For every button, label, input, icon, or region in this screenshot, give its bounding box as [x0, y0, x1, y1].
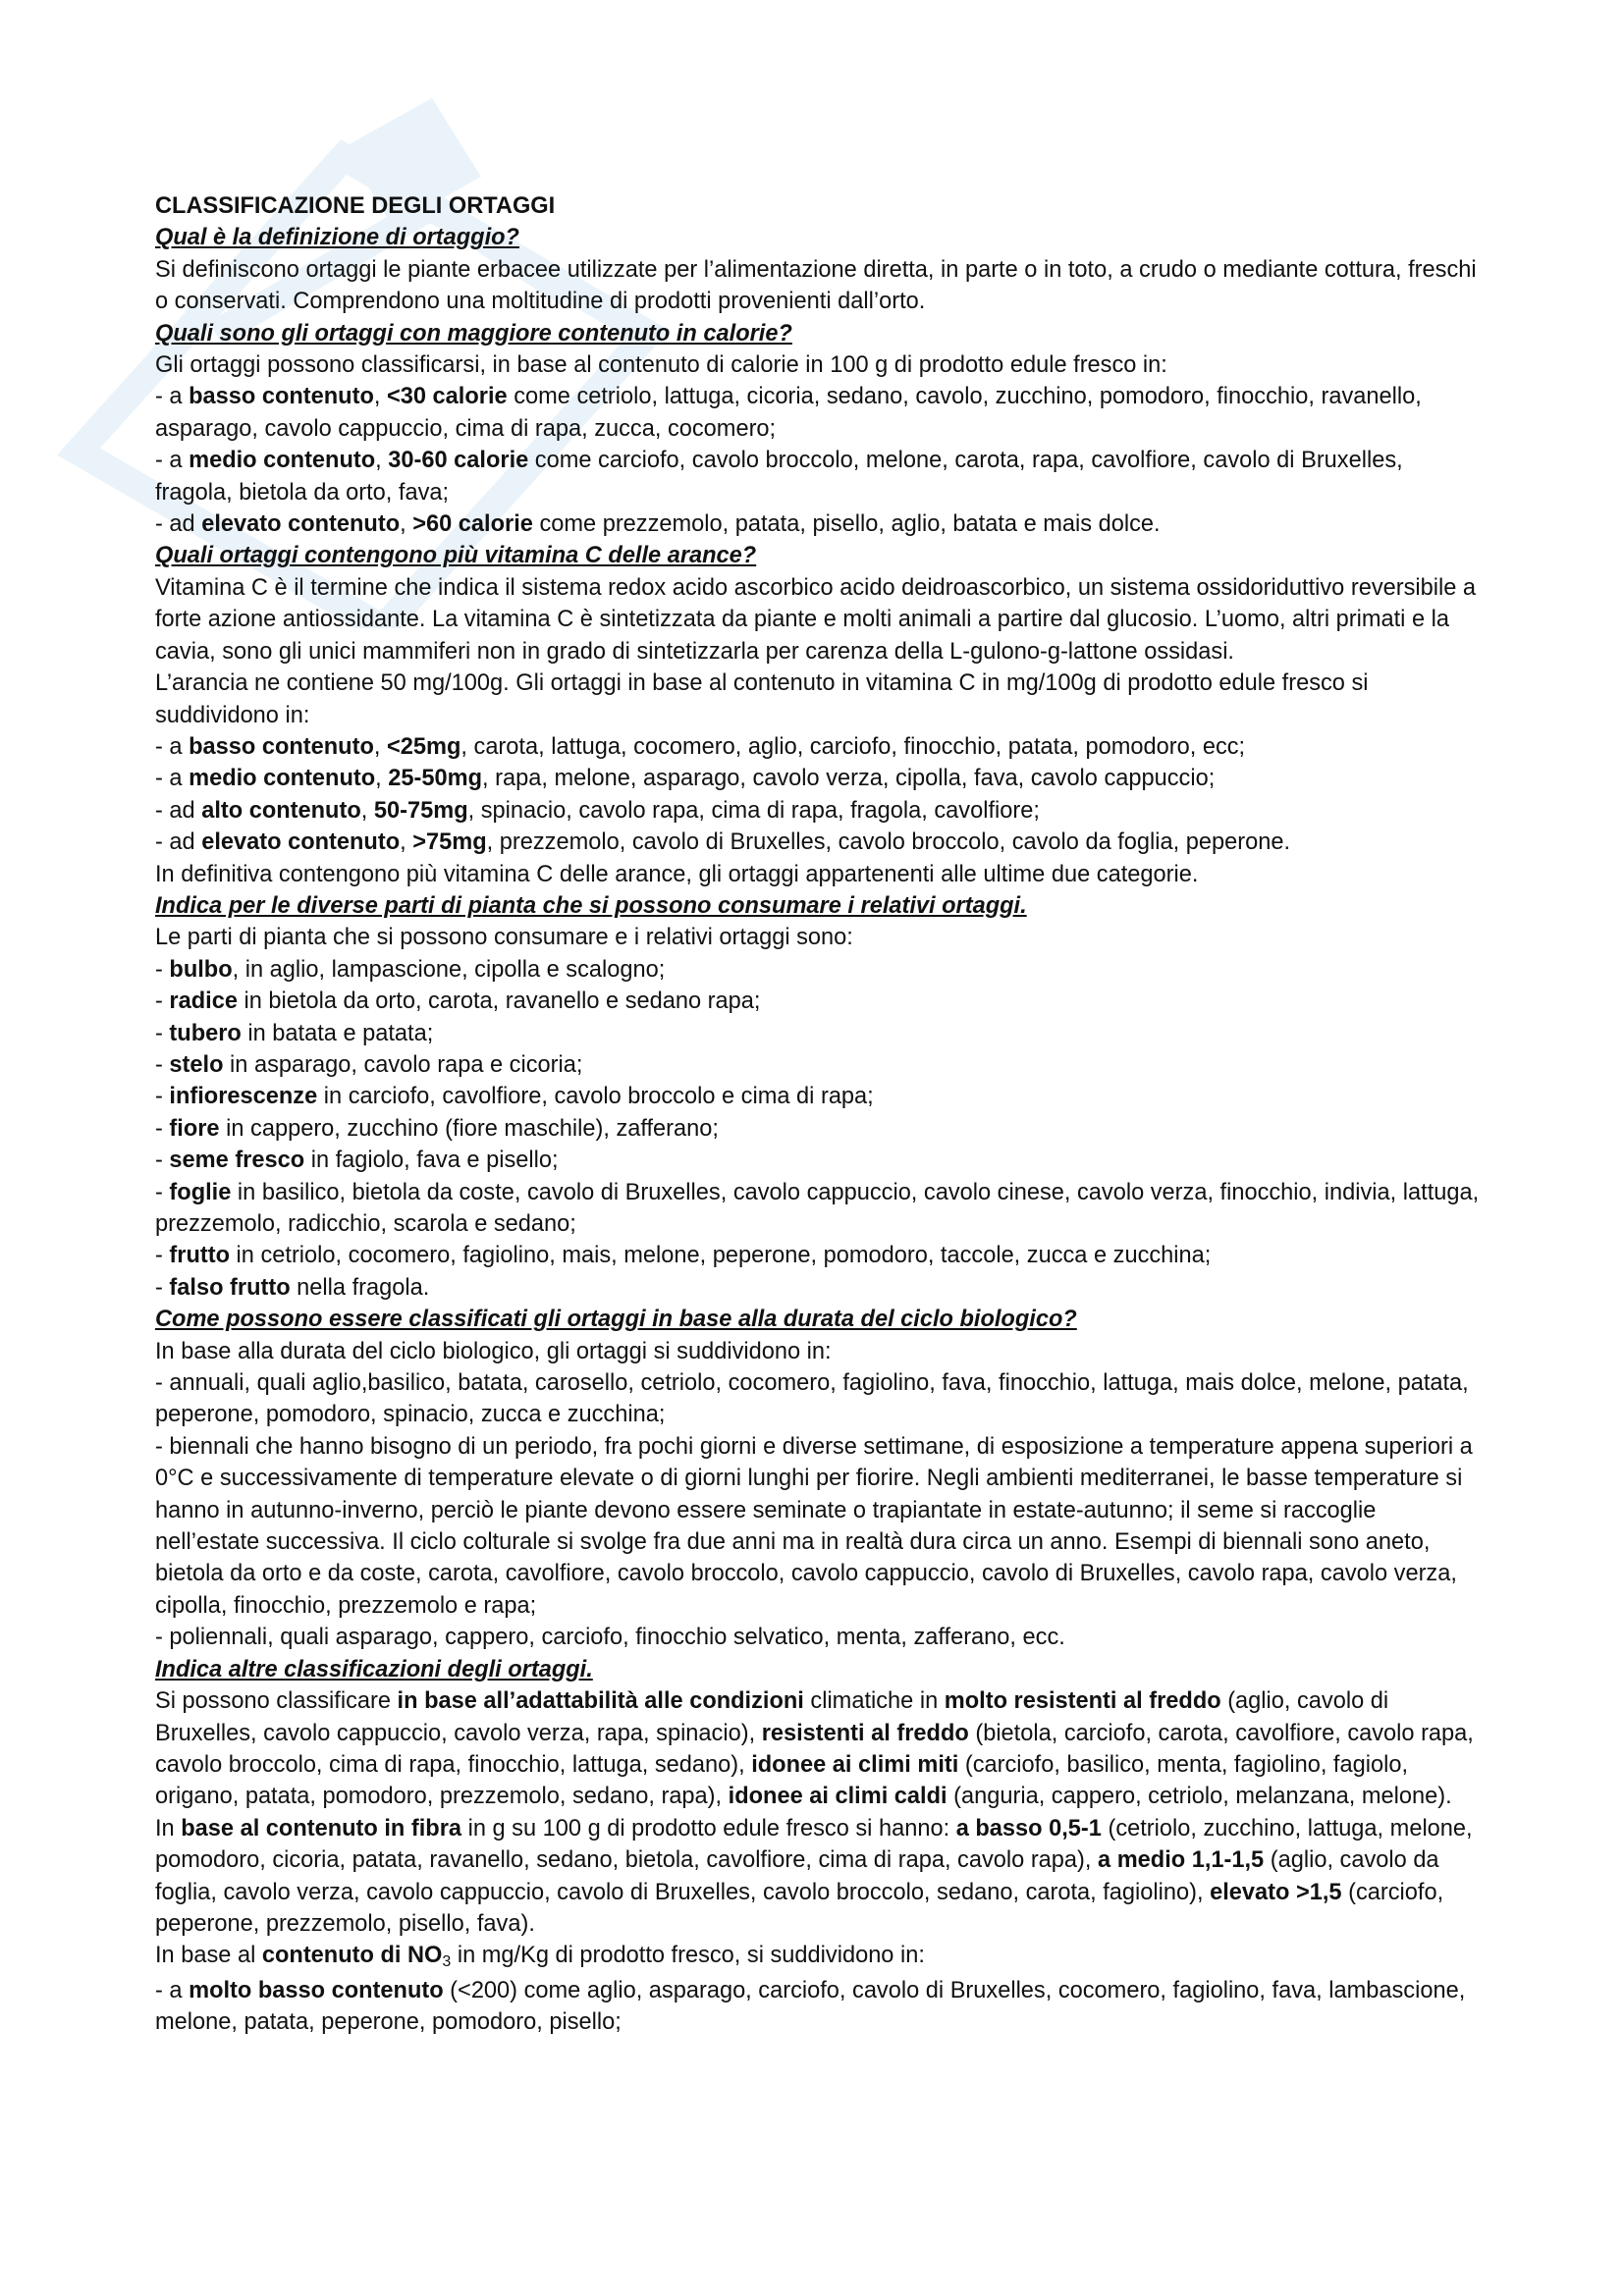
list-item-radice: - radice in bietola da orto, carota, ravanello e sedano rapa;: [155, 988, 761, 1015]
list-item-bulbo: - bulbo, in aglio, lampascione, cipolla e scalogno;: [155, 956, 666, 983]
list-item-vitc-low: - a basso contenuto, <25mg, carota, lattuga, cocomero, aglio, carciofo, finocchio, patata, pomodoro, ecc;: [155, 733, 1246, 760]
list-item-falso-frutto: - falso frutto nella fragola.: [155, 1274, 430, 1301]
list-item-calories-high: - ad elevato contenuto, >60 calorie come prezzemolo, patata, pisello, aglio, batata e mais dolce.: [155, 511, 1161, 538]
paragraph-nitrate-classification: In base al contenuto di NO3 in mg/Kg di prodotto fresco, si suddividono in:: [155, 1943, 925, 1971]
document-title: CLASSIFICAZIONE DEGLI ORTAGGI: [155, 193, 556, 219]
list-item-poliennali: - poliennali, quali asparago, cappero, carciofo, finocchio selvatico, menta, zafferano, ecc.: [155, 1625, 1065, 1651]
question-other-classifications: Indica altre classificazioni degli ortaggi.: [155, 1656, 593, 1682]
list-item-biennali: - biennali che hanno bisogno di un periodo, fra pochi giorni e diverse settimane, di esposizione a temperature appena superiori a 0°C e successivamente di temperature elevate o di giorni lunghi per fiorire. Negli ambienti mediterranei, le basse temperature si hanno in autunno-inverno, perciò le piante devono essere seminate o trapiantate in estate-autunno; il seme si raccoglie nell’estate successiva. Il ciclo colturale si svolge fra due anni ma in realtà dura circa un anno. Esempi di biennali sono aneto, bietola da orto e da coste, carota, cavolfiore, cavolo broccolo, cavolo cappuccio, cavolo di Bruxelles, cavolo rapa, cavolo verza, cipolla, finocchio, prezzemolo e rapa;: [155, 1433, 1473, 1619]
question-plant-parts: Indica per le diverse parti di pianta che si possono consumare i relativi ortaggi.: [155, 892, 1027, 919]
question-calories: Quali sono gli ortaggi con maggiore contenuto in calorie?: [155, 320, 792, 347]
list-item-calories-low: - a basso contenuto, <30 calorie come cetriolo, lattuga, cicoria, sedano, cavolo, zucchino, pomodoro, finocchio, ravanello, asparago, cavolo cappuccio, cima di rapa, zucca, cocomero;: [155, 384, 1422, 442]
paragraph-vitamin-c-2: L’arancia ne contiene 50 mg/100g. Gli ortaggi in base al contenuto in vitamina C in mg/100g di prodotto edule fresco si suddividono in:: [155, 670, 1369, 728]
paragraph-vitamin-c-conclusion: In definitiva contengono più vitamina C delle arance, gli ortaggi appartenenti alle ultime due categorie.: [155, 861, 1199, 887]
paragraph-climate-classification: Si possono classificare in base all’adattabilità alle condizioni climatiche in molto resistenti al freddo (aglio, cavolo di Bruxelles, cavolo cappuccio, cavolo verza, rapa, spinacio), resistenti al freddo (bietola, carciofo, carota, cavolfiore, cavolo rapa, cavolo broccolo, cima di rapa, finocchio, lattuga, sedano), idonee ai climi miti (carciofo, basilico, menta, fagiolino, fagiolo, origano, patata, pomodoro, prezzemolo, sedano, rapa), idonee ai climi caldi (anguria, cappero, cetriolo, melanzana, melone).: [155, 1688, 1474, 1810]
paragraph-cycle-intro: In base alla durata del ciclo biologico, gli ortaggi si suddividono in:: [155, 1338, 832, 1364]
list-item-vitc-high: - ad alto contenuto, 50-75mg, spinacio, cavolo rapa, cima di rapa, fragola, cavolfiore;: [155, 797, 1040, 824]
list-item-tubero: - tubero in batata e patata;: [155, 1020, 434, 1046]
question-definition: Qual è la definizione di ortaggio?: [155, 225, 519, 251]
list-item-stelo: - stelo in asparago, cavolo rapa e cicoria;: [155, 1051, 583, 1078]
document-body: [155, 190, 1481, 2039]
list-item-annuali: - annuali, quali aglio,basilico, batata, carosello, cetriolo, cocomero, fagiolino, fava, finocchio, lattuga, mais dolce, melone, patata, peperone, pomodoro, spinacio, zucca e zucchina;: [155, 1370, 1469, 1428]
list-item-frutto: - frutto in cetriolo, cocomero, fagiolino, mais, melone, peperone, pomodoro, taccole, zucca e zucchina;: [155, 1243, 1212, 1269]
paragraph-fiber-classification: In base al contenuto in fibra in g su 100 g di prodotto edule fresco si hanno: a basso 0,5-1 (cetriolo, zucchino, lattuga, melone, pomodoro, cicoria, patata, ravanello, sedano, bietola, cavolfiore, cima di rapa, cavolo rapa), a medio 1,1-1,5 (aglio, cavolo da foglia, cavolo verza, cavolo cappuccio, cavolo di Bruxelles, cavolo broccolo, sedano, carota, fagiolino), elevato >1,5 (carciofo, peperone, prezzemolo, pisello, fava).: [155, 1815, 1473, 1937]
list-item-foglie: - foglie in basilico, bietola da coste, cavolo di Bruxelles, cavolo cappuccio, cavolo cinese, cavolo verza, finocchio, indivia, lattuga, prezzemolo, radicchio, scarola e sedano;: [155, 1179, 1480, 1237]
list-item-infiorescenze: - infiorescenze in carciofo, cavolfiore, cavolo broccolo e cima di rapa;: [155, 1084, 874, 1110]
list-item-nitrate-very-low: - a molto basso contenuto (<200) come aglio, asparago, carciofo, cavolo di Bruxelles, cocomero, fagiolino, fava, lambascione, melone, patata, peperone, pomodoro, pisello;: [155, 1977, 1466, 2036]
paragraph-definition: Si definiscono ortaggi le piante erbacee utilizzate per l’alimentazione diretta, in parte o in toto, a crudo o mediante cottura, freschi o conservati. Comprendono una moltitudine di prodotti provenienti dall’orto.: [155, 256, 1477, 315]
list-item-seme-fresco: - seme fresco in fagiolo, fava e pisello;: [155, 1148, 559, 1174]
question-biological-cycle: Come possono essere classificati gli ortaggi in base alla durata del ciclo biologico?: [155, 1307, 1077, 1333]
list-item-vitc-very-high: - ad elevato contenuto, >75mg, prezzemolo, cavolo di Bruxelles, cavolo broccolo, cavolo da foglia, peperone.: [155, 829, 1291, 856]
list-item-vitc-medium: - a medio contenuto, 25-50mg, rapa, melone, asparago, cavolo verza, cipolla, fava, cavolo cappuccio;: [155, 766, 1216, 792]
question-vitamin-c: Quali ortaggi contengono più vitamina C delle arance?: [155, 543, 757, 569]
paragraph-calories-intro: Gli ortaggi possono classificarsi, in base al contenuto di calorie in 100 g di prodotto edule fresco in:: [155, 352, 1167, 379]
list-item-calories-medium: - a medio contenuto, 30-60 calorie come carciofo, cavolo broccolo, melone, carota, rapa, cavolfiore, cavolo di Bruxelles, fragola, bietola da orto, fava;: [155, 448, 1403, 506]
list-item-fiore: - fiore in cappero, zucchino (fiore maschile), zafferano;: [155, 1115, 719, 1142]
paragraph-vitamin-c-1: Vitamina C è il termine che indica il sistema redox acido ascorbico acido deidroascorbico, un sistema ossidoriduttivo reversibile a forte azione antiossidante. La vitamina C è sintetizzata da piante e molti animali a partire dal glucosio. L’uomo, altri primati e la cavia, sono gli unici mammiferi non in grado di sintetizzarla per carenza della L-gulono-g-lattone ossidasi.: [155, 574, 1477, 665]
paragraph-plant-parts-intro: Le parti di pianta che si possono consumare e i relativi ortaggi sono:: [155, 925, 853, 951]
